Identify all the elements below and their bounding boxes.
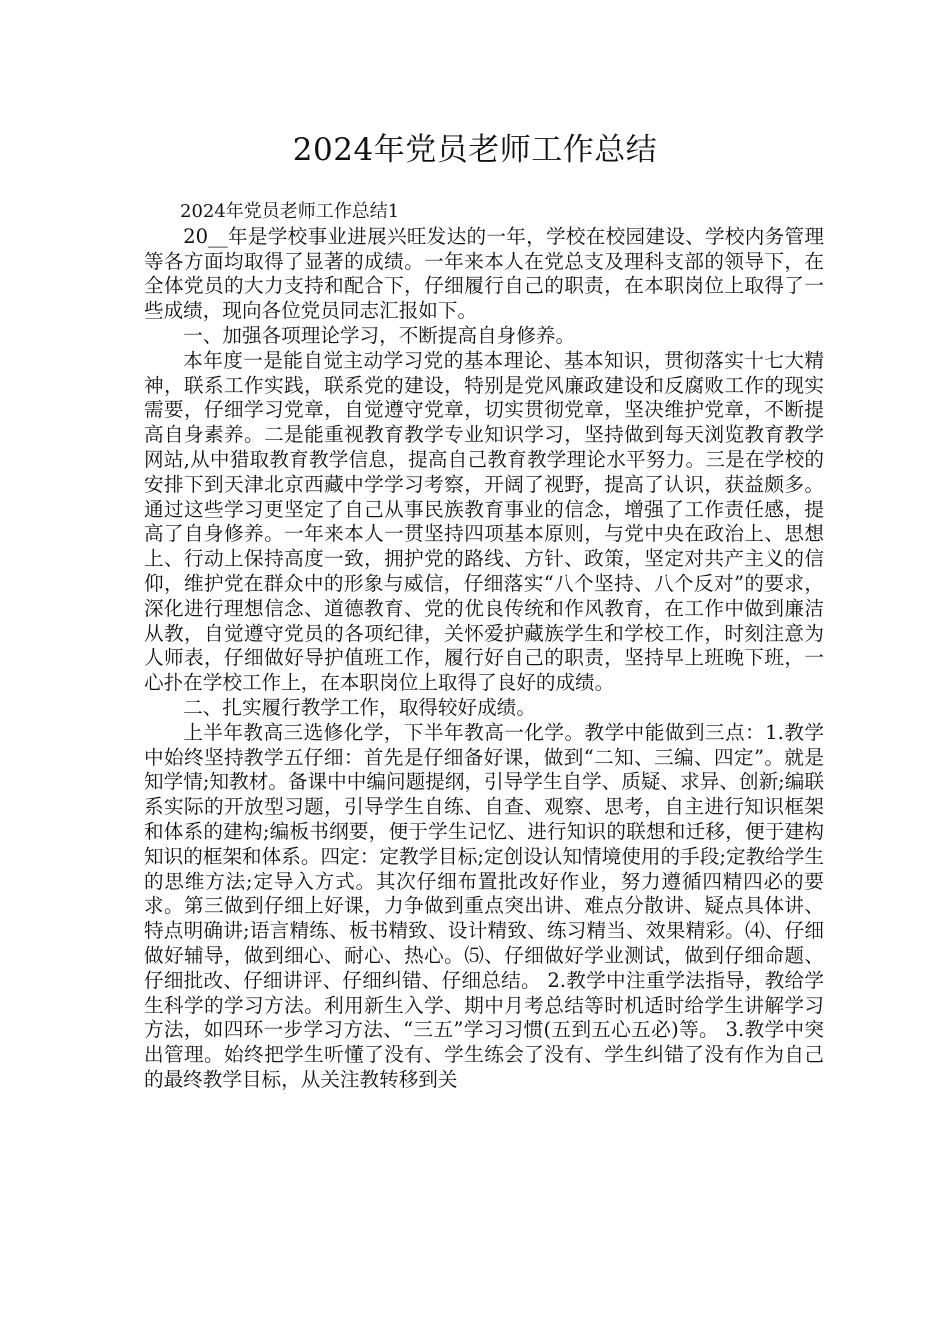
paragraph-teaching-work: 上半年教高三选修化学，下半年教高一化学。教学中能做到三点：1.教学中始终坚持教学五仔细：首先是仔细备好课，做到“二知、三编、四定”。就是知学情;知教材。备课中中编问题提纲，引导学生自学、质疑、求异、创新;编联系实际的开放型习题，引导学生自练、自查、观察、思考，自主进行知识框架和体系的建构;编板书纲要，便于学生记忆、进行知识的联想和迁移，便于建构知识的框架和体系。四定：定教学目标;定创设认知情境使用的手段;定教给学生的思维方法;定导入方式。其次仔细布置批改好作业，努力遵循四精四必的要求。第三做到仔细上好课，力争做到重点突出讲、难点分散讲、疑点具体讲、特点明确讲;语言精练、板书精致、设计精致、练习精当、效果精彩。⑷、仔细做好辅导，做到细心、耐心、热心。⑸、仔细做好学业测试，做到仔细命题、仔细批改、仔细讲评、仔细纠错、仔细总结。 2.教学中注重学法指导，教给学生科学的学习方法。利用新生入学、期中月考总结等时机适时给学生讲解学习方法，如四环一步学习方法、“三五”学习习惯(五到五心五必)等。 3.教学中突出管理。始终把学生听懂了没有、学生练会了没有、学生纠错了没有作为自己的最终教学目标，从关注教转移到关	[144, 720, 824, 1091]
section-heading-2: 二、扎实履行教学工作，取得较好成绩。	[183, 695, 536, 719]
document-subtitle: 2024年党员老师工作总结1	[180, 201, 400, 222]
paragraph-theory-study: 本年度一是能自觉主动学习党的基本理论、基本知识，贯彻落实十七大精神，联系工作实践，联系党的建设，特别是党风廉政建设和反腐败工作的现实需要，仔细学习党章，自觉遵守党章，切实贯彻党章，坚决维护党章，不断提高自身素养。二是能重视教育教学专业知识学习，坚持做到每天浏览教育教学网站,从中猎取教育教学信息，提高自己教育教学理论水平努力。三是在学校的安排下到天津北京西藏中学学习考察，开阔了视野，提高了认识，获益颇多。通过这些学习更坚定了自己从事民族教育事业的信念，增强了工作责任感，提高了自身修养。一年来本人一贯坚持四项基本原则，与党中央在政治上、思想上、行动上保持高度一致，拥护党的路线、方针、政策，坚定对共产主义的信仰，维护党在群众中的形象与威信，仔细落实“八个坚持、八个反对”的要求，深化进行理想信念、道德教育、党的优良传统和作风教育，在工作中做到廉洁从教，自觉遵守党员的各项纪律，关怀爱护藏族学生和学校工作，时刻注意为人师表，仔细做好导护值班工作，履行好自己的职责，坚持早上班晚下班，一心扑在学校工作上，在本职岗位上取得了良好的成绩。	[144, 348, 824, 695]
paragraph-intro: 20__年是学校事业进展兴旺发达的一年，学校在校园建设、学校内务管理等各方面均取得了显著的成绩。一年来本人在党总支及理科支部的领导下，在全体党员的大力支持和配合下，仔细履行自己的职责，在本职岗位上取得了一些成绩，现向各位党员同志汇报如下。	[144, 224, 824, 323]
section-heading-1: 一、加强各项理论学习，不断提高自身修养。	[183, 323, 576, 347]
document-title: 2024年党员老师工作总结	[292, 132, 658, 168]
document-body	[144, 200, 824, 1093]
